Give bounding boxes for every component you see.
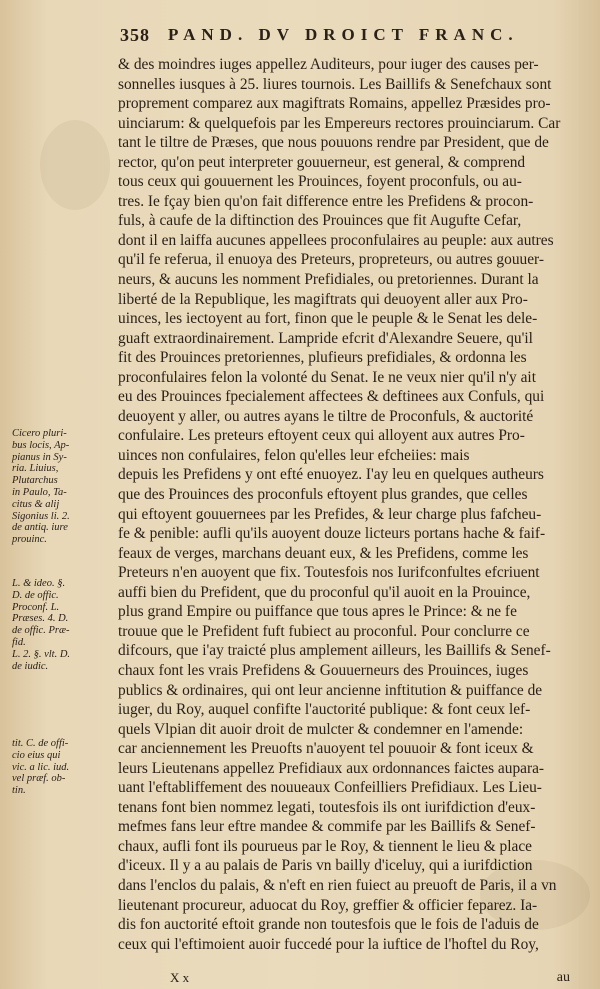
text-line: tenans font bien nommez legati, toutesfois ils ont iurifdiction d'eux- bbox=[118, 798, 536, 816]
text-line: d'iceux. Il y a au palais de Paris vn bailly d'iceluy, qui a iurifdiction bbox=[118, 857, 533, 875]
text-line: tous ceux qui gouuernent les Prouinces, foyent proconfuls, ou au- bbox=[118, 173, 522, 191]
text-line: dis fon auctorité eftoit grande non toutesfois que le fois de l'aduis de bbox=[118, 916, 539, 934]
text-line: mefmes fans leur eftre mandee & commife par les Baillifs & Senef- bbox=[118, 818, 536, 836]
text-line: rector, qu'on peut interpreter gouuerneur, est general, & comprend bbox=[118, 153, 526, 171]
text-line: guaft extraordinairement. Lampride efcrit d'Alexandre Seuere, qu'il bbox=[118, 329, 533, 347]
text-line: confulaire. Les preteurs eftoyent ceux qui alloyent aux autres Pro- bbox=[118, 427, 525, 445]
text-line: liberté de la Republique, les magiftrats qui deuoyent aller aux Pro- bbox=[118, 290, 528, 308]
page-footer bbox=[170, 970, 570, 986]
text-line: iuger, du Roy, auquel confifte l'auctorité publique: & font ceux lef- bbox=[118, 701, 531, 719]
text-line: Preteurs n'en auoyent que fix. Toutesfois nos Iurifconfultes efcriuent bbox=[118, 564, 540, 582]
text-line: que des Prouinces des proconfuls eftoyent plus grandes, que celles bbox=[118, 486, 528, 504]
text-line: proconfulaires felon la volonté du Senat. Ie ne veux nier qu'il n'y ait bbox=[118, 368, 536, 386]
paper-stain bbox=[40, 120, 110, 210]
text-line: quels Vlpian dit auoir droit de mulcter & condemner en l'amende: bbox=[118, 720, 524, 738]
text-line: plus grand Empire ou puiffance que tous apres le Prince: & ne fe bbox=[118, 603, 517, 621]
text-line: ceux qui l'eftimoient auoir fuccedé pour la iuftice de l'hoftel du Roy, bbox=[118, 935, 539, 953]
text-line: eu des Prouinces fpecialement affectees & deftinees aux Confuls, qui bbox=[118, 388, 545, 406]
text-line: neurs, & aucuns les nomment Prefidiales, ou pretoriennes. Durant la bbox=[118, 271, 539, 289]
text-line: dans l'enclos du palais, & n'eft en rien fuiect au preuoft de Paris, il a vn bbox=[118, 876, 557, 894]
margin-note: tit. C. de offi- cio eius qui vic. a lic. iud. vel præf. ob- tin. bbox=[12, 738, 70, 797]
text-line: tres. Ie fçay bien qu'on fait difference entre les Prefidens & procon- bbox=[118, 192, 534, 210]
text-line: uinciarum: & quelquefois par les Empereurs rectores prouinciarum. Car bbox=[118, 114, 561, 132]
text-line: chaux font les vrais Prefidens & Gouuerneurs des Prouinces, iuges bbox=[118, 661, 529, 679]
running-title: PAND. DV DROICT FRANC. bbox=[168, 25, 519, 44]
margin-note: L. & ideo. §. D. de offic. Proconf. L. Præses. 4. D. de offic. Præ- fid. L. 2. §. vlt. D. de iudic. bbox=[12, 578, 71, 672]
text-line: fuls, à caufe de la diftinction des Prouinces que fit Augufte Cefar, bbox=[118, 212, 522, 230]
text-line: & des moindres iuges appellez Auditeurs, pour iuger des causes per- bbox=[118, 56, 539, 73]
page-number: 358 bbox=[120, 24, 150, 45]
text-line: qu'il fe referua, il enuoya des Preteurs, propreteurs, ou autres gouuer- bbox=[118, 251, 544, 269]
margin-note: Cicero pluri- bus locis, Ap- pianus in Sy- ria. Liuius, Plutarchus in Paulo, Ta- citus & alij Sigonius li. 2. de antiq. iure prouinc. bbox=[12, 428, 70, 546]
text-line: difcours, que i'ay traicté plus amplement ailleurs, les Baillifs & Senef- bbox=[118, 642, 551, 660]
text-line: car anciennement les Preuofts n'auoyent tel pouuoir & font iceux & bbox=[118, 740, 534, 758]
text-line: uant l'eftabliffement des nouueaux Confeilliers Prefidiaux. Les Lieu- bbox=[118, 779, 542, 797]
text-line: tant le tiltre de Præses, que nous pouuons rendre par President, que de bbox=[118, 134, 549, 152]
text-line: fe & penible: aufli qu'ils auoyent douze licteurs portans hache & faif- bbox=[118, 525, 546, 543]
text-line: uinces, les iectoyent au fort, finon que le peuple & le Senat les dele- bbox=[118, 310, 538, 328]
text-line: proprement comparez aux magiftrats Romains, appellez Præsides pro- bbox=[118, 95, 551, 113]
text-line: leurs Lieutenans appellez Prefidiaux aux ordonnances faictes aupara- bbox=[118, 759, 545, 777]
text-line: auffi bien du Prefident, que du proconful qu'il auoit en la Prouince, bbox=[118, 583, 531, 601]
text-line: feaux de verges, marchans deuant eux, & les Prefidens, comme les bbox=[118, 544, 529, 562]
text-line: uinces non confulaires, felon qu'elles leur efcheiies: mais bbox=[118, 446, 470, 464]
catchword: au bbox=[556, 970, 570, 985]
text-line: trouue que le Prefident fuft fubiect au proconful. Pour conclurre ce bbox=[118, 622, 530, 640]
text-line: dont il en laiffa aucunes appellees proconfulaires au peuple: aux autres bbox=[118, 231, 554, 249]
main-text-block bbox=[118, 55, 583, 954]
text-line: lieutenant procureur, aduocat du Roy, greffier & officier feparez. Ia- bbox=[118, 896, 538, 914]
text-line: fit des Prouinces pretoriennes, plufieurs prefidiales, & ordonna les bbox=[118, 349, 527, 367]
text-line: qui eftoyent gouuernees par les Prefides, & leur charge plus fafcheu- bbox=[118, 505, 542, 523]
text-line: chaux, aufli font ils pourueus par le Roy, & tiennent le lieu & place bbox=[118, 837, 533, 855]
signature-mark: X x bbox=[170, 970, 190, 985]
text-line: deuoyent y aller, ou autres ayans le tiltre de Proconfuls, & auctorité bbox=[118, 407, 534, 425]
text-line: publics & ordinaires, qui ont leur ancienne inftitution & puiffance de bbox=[118, 681, 543, 699]
text-line: depuis les Prefidens y ont efté enuoyez. I'ay leu en quelques autheurs bbox=[118, 466, 544, 484]
text-line: sonnelles iusques à 25. liures tournois. Les Baillifs & Senefchaux sont bbox=[118, 75, 552, 93]
page-header bbox=[120, 22, 540, 48]
